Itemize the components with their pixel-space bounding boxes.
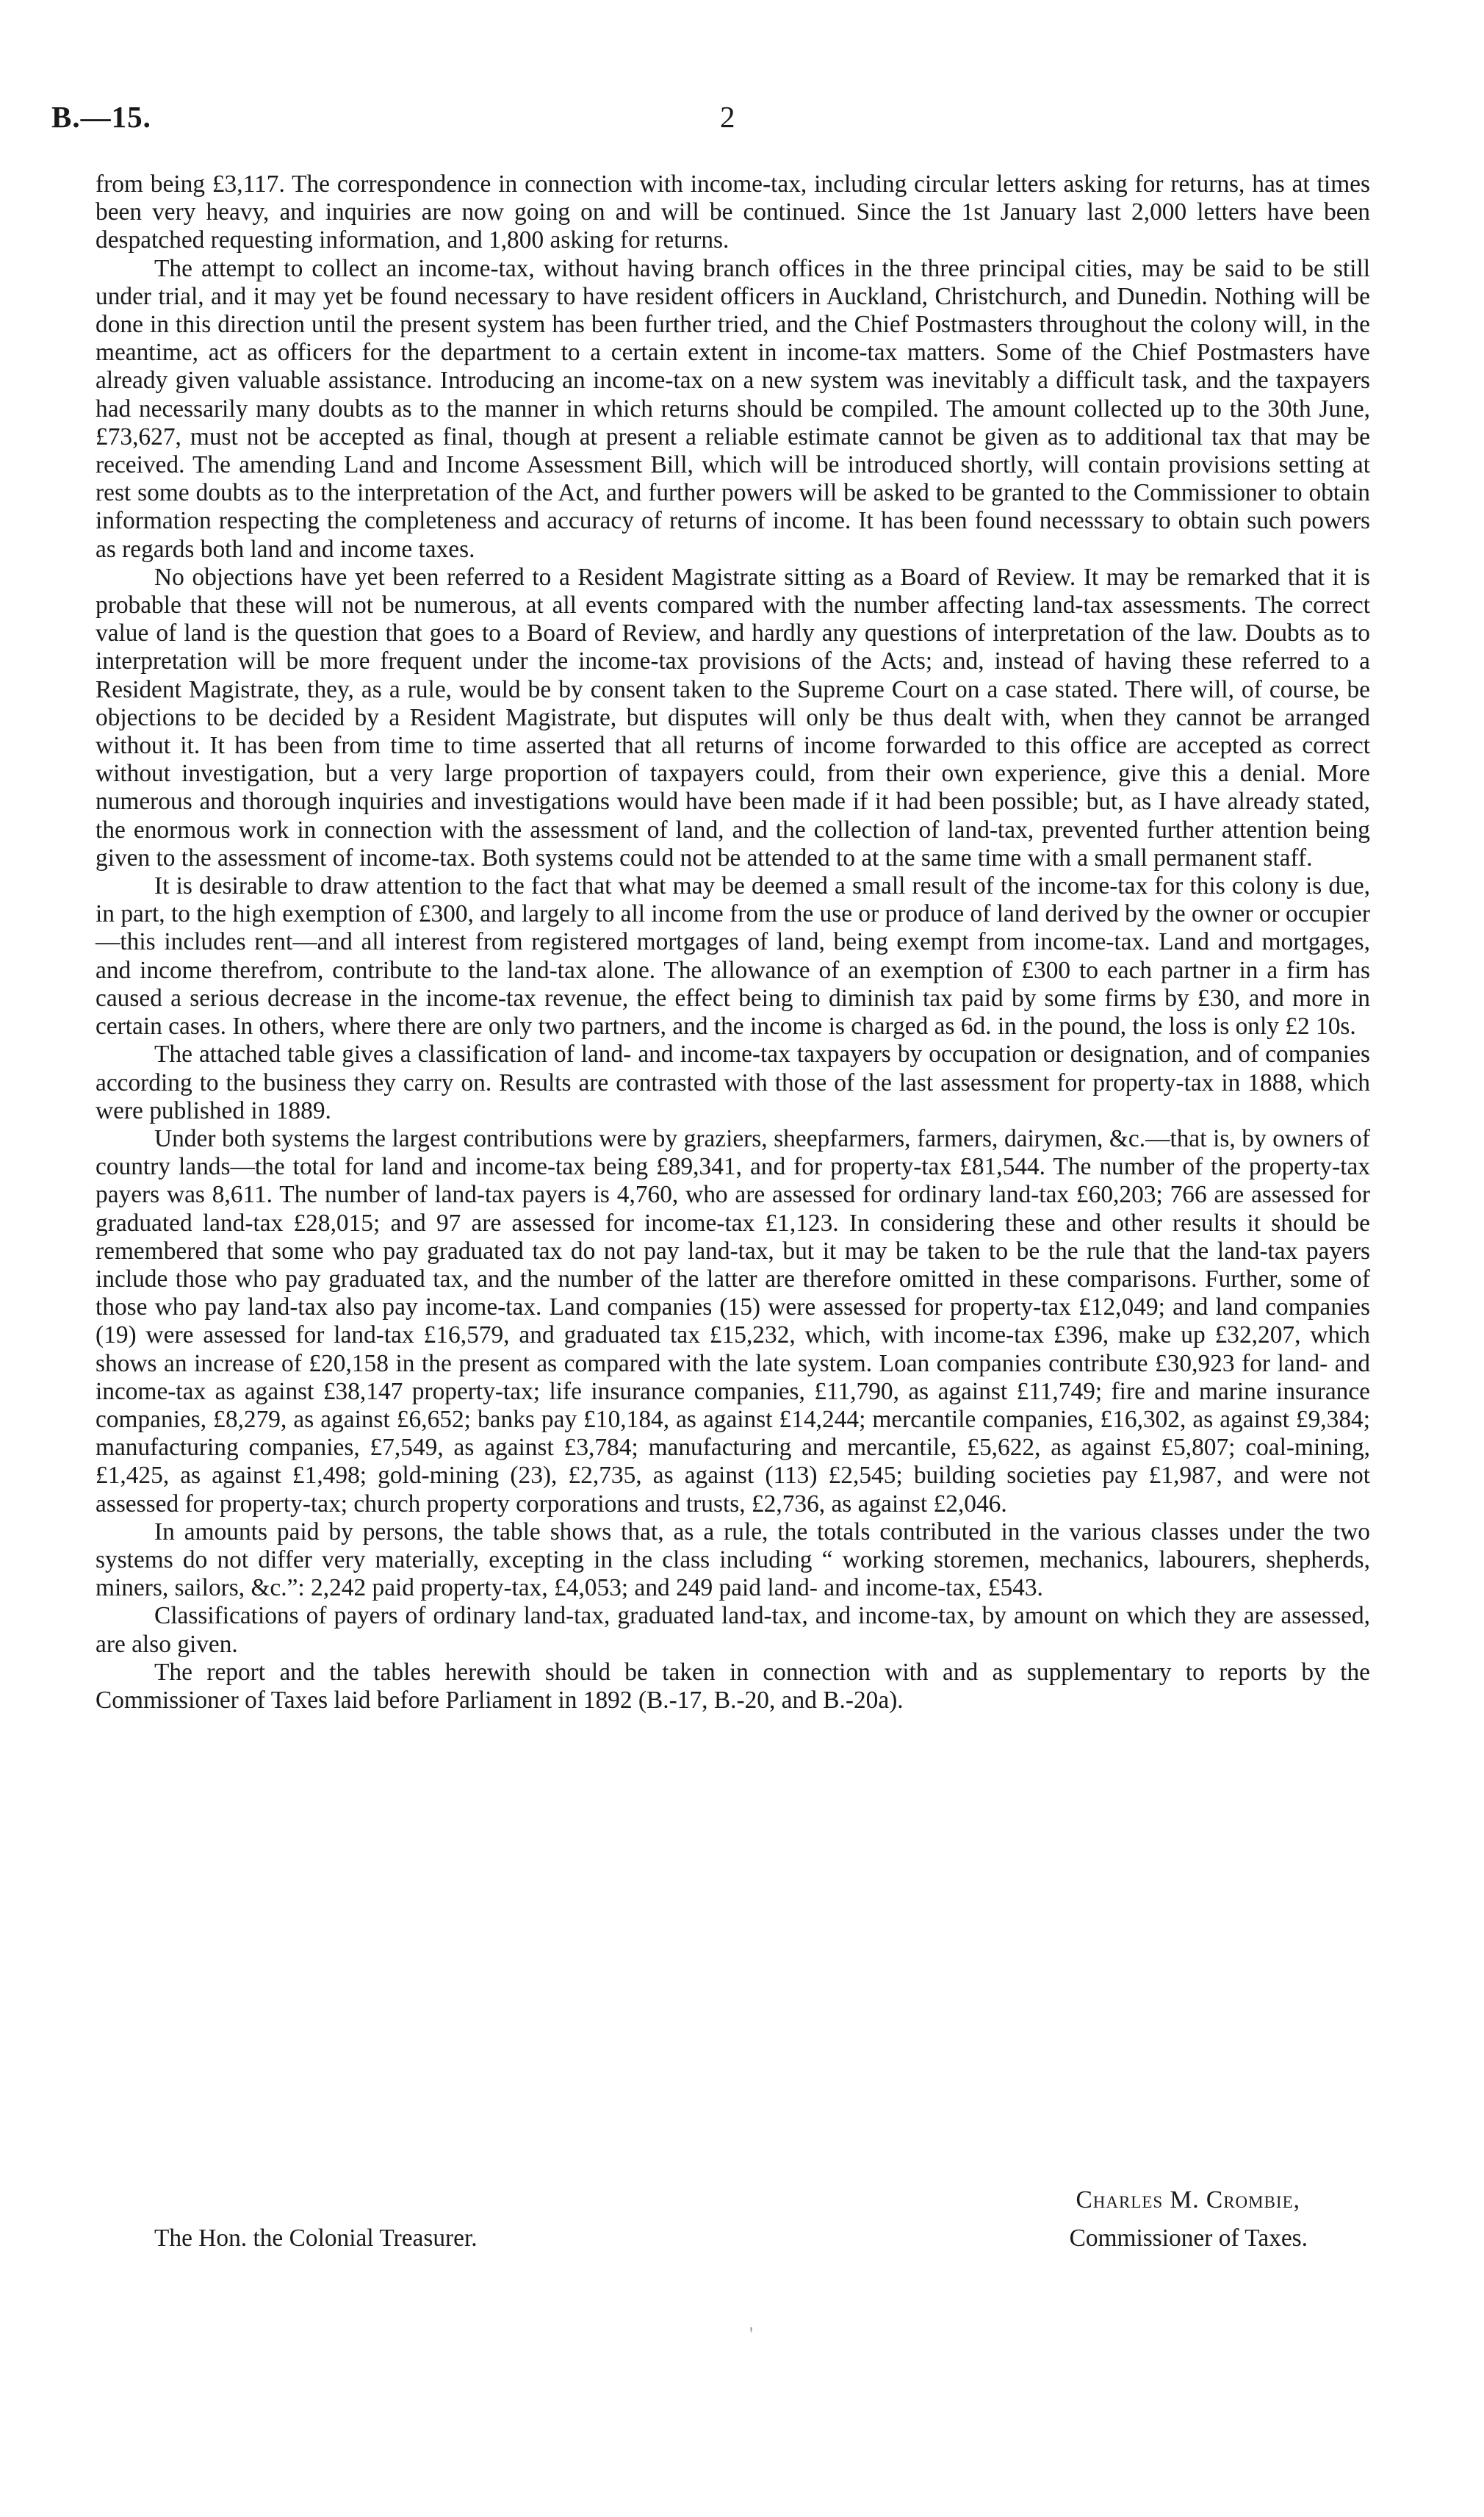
paragraph-5: The attached table gives a classification of land- and income-tax taxpayers by occupation or designation, and of companies according to the business they carry on. Results are contrasted with those of the last assessment for property-tax in 1888, which were published in 1889. — [96, 1041, 1370, 1124]
stray-mark: ' — [749, 2324, 754, 2347]
paragraph-1: from being £3,117. The correspondence in connection with income-tax, including circular letters asking for returns, has at times been very heavy, and inquiries are now going on and will be continued. Since the 1st January last 2,000 letters have been despatched requesting information, and 1,800 asking for returns. — [96, 170, 1370, 254]
paragraph-4: It is desirable to draw attention to the fact that what may be deemed a small result of the income-tax for this colony is due, in part, to the high exemption of £300, and largely to all income from the use or produce of land derived by the owner or occupier—this includes rent—and all interest from registered mortgages of land, being exempt from income-tax. Land and mortgages, and income therefrom, contribute to the land-tax alone. The allowance of an exemption of £300 to each partner in a firm has caused a serious decrease in the income-tax revenue, the effect being to diminish tax paid by some firms by £30, and more in certain cases. In others, where there are only two partners, and the income is charged as 6d. in the pound, the loss is only £2 10s. — [96, 872, 1370, 1041]
paragraph-3: No objections have yet been referred to a Resident Magistrate sitting as a Board of Review. It may be remarked that it is probable that these will not be numerous, at all events compared with the number affecting land-tax assessments. The correct value of land is the question that goes to a Board of Review, and hardly any questions of interpretation of the law. Doubts as to interpretation will be more frequent under the income-tax provisions of the Acts; and, instead of having these referred to a Resident Magistrate, they, as a rule, would be by consent taken to the Supreme Court on a case stated. There will, of course, be objections to be decided by a Resident Magistrate, but disputes will only be thus dealt with, when they cannot be arranged without it. It has been from time to time asserted that all returns of income forwarded to this office are accepted as correct without investigation, but a very large proportion of taxpayers could, from their own experience, give this a denial. More numerous and thorough inquiries and investigations would have been made if it had been possible; but, as I have already stated, the enormous work in connection with the assessment of land, and the collection of land-tax, prevented further attention being given to the assessment of income-tax. Both systems could not be attended to at the same time with a small permanent staff. — [96, 563, 1370, 872]
signoff-block — [96, 2186, 1370, 2274]
document-reference: B.—15. — [51, 100, 151, 134]
signer-title: Commissioner of Taxes. — [1069, 2225, 1308, 2252]
page-header — [51, 99, 1374, 143]
paragraph-8: Classifications of payers of ordinary land-tax, graduated land-tax, and income-tax, by amount on which they are assessed, are also given. — [96, 1602, 1370, 1658]
paragraph-6: Under both systems the largest contributions were by graziers, sheepfarmers, farmers, dairymen, &c.—that is, by owners of country lands—the total for land and income-tax being £89,341, and for property-tax £81,544. The number of the property-tax payers was 8,611. The number of land-tax payers is 4,760, who are assessed for ordinary land-tax £60,203; 766 are assessed for graduated land-tax £28,015; and 97 are assessed for income-tax £1,123. In considering these and other results it should be remembered that some who pay graduated tax do not pay land-tax, but it may be taken to be the rule that the land-tax payers include those who pay graduated tax, and the number of the latter are therefore omitted in these comparisons. Further, some of those who pay land-tax also pay income-tax. Land companies (15) were assessed for property-tax £12,049; and land companies (19) were assessed for land-tax £16,579, and graduated tax £15,232, which, with income-tax £396, make up £32,207, which shows an increase of £20,158 in the present as compared with the late system. Loan companies contribute £30,923 for land- and income-tax as against £38,147 property-tax; life insurance companies, £11,790, as against £11,749; fire and marine insurance companies, £8,279, as against £6,652; banks pay £10,184, as against £14,244; mercantile companies, £16,302, as against £9,384; manufacturing companies, £7,549, as against £3,784; manufacturing and mercantile, £5,622, as against £5,807; coal-mining, £1,425, as against £1,498; gold-mining (23), £2,735, as against (113) £2,545; building societies pay £1,987, and were not assessed for property-tax; church property corporations and trusts, £2,736, as against £2,046. — [96, 1124, 1370, 1518]
report-body — [96, 170, 1370, 1714]
addressee: The Hon. the Colonial Treasurer. — [154, 2225, 478, 2252]
paragraph-2: The attempt to collect an income-tax, without having branch offices in the three principal cities, may be said to be still under trial, and it may yet be found necessary to have resident officers in Auckland, Christchurch, and Dunedin. Nothing will be done in this direction until the present system has been further tried, and the Chief Postmasters throughout the colony will, in the meantime, act as officers for the department to a certain extent in income-tax matters. Some of the Chief Postmasters have already given valuable assistance. Introducing an income-tax on a new system was inevitably a difficult task, and the taxpayers had necessarily many doubts as to the manner in which returns should be compiled. The amount collected up to the 30th June, £73,627, must not be accepted as final, though at present a reliable estimate cannot be given as to additional tax that may be received. The amending Land and Income Assessment Bill, which will be introduced shortly, will contain provisions setting at rest some doubts as to the interpretation of the Act, and further powers will be asked to be granted to the Commissioner to obtain information respecting the completeness and accuracy of returns of income. It has been found necesssary to obtain such powers as regards both land and income taxes. — [96, 254, 1370, 563]
paragraph-7: In amounts paid by persons, the table shows that, as a rule, the totals contributed in the various classes under the two systems do not differ very materially, excepting in the class including “ working storemen, mechanics, labourers, shepherds, miners, sailors, &c.”: 2,242 paid property-tax, £4,053; and 249 paid land- and income-tax, £543. — [96, 1518, 1370, 1602]
page-number: 2 — [720, 100, 735, 134]
paragraph-9: The report and the tables herewith should be taken in connection with and as supplementary to reports by the Commissioner of Taxes laid before Parliament in 1892 (B.-17, B.-20, and B.-20a). — [96, 1658, 1370, 1714]
signer-name: Charles M. Crombie, — [1076, 2186, 1300, 2213]
